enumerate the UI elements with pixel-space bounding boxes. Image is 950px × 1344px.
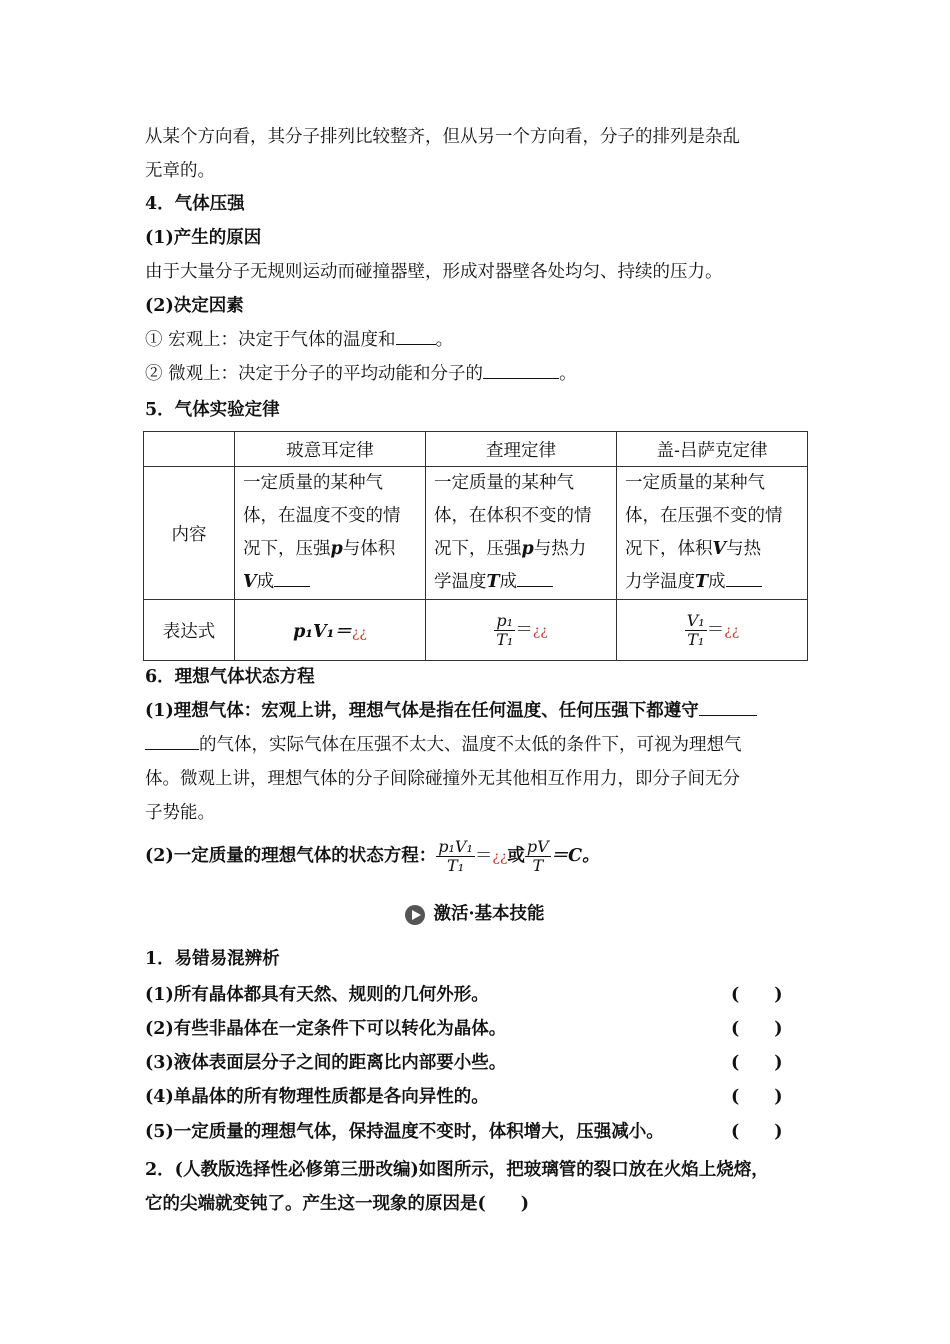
table-header-boyle: 玻意耳定律	[235, 432, 426, 467]
question-2-line-2: 它的尖端就变钝了。产生这一现象的原因是( )	[145, 1194, 530, 1214]
play-icon	[405, 905, 425, 925]
table-header-charles: 查理定律	[426, 432, 617, 467]
macro-factor	[145, 323, 810, 357]
ideal-gas-def-line-2: 的气体，实际气体在压强不太大、温度不太低的条件下，可视为理想气	[145, 728, 810, 762]
row-label-expression: 表达式	[144, 600, 235, 661]
table-header-empty	[144, 432, 235, 467]
gas-laws-table	[143, 431, 808, 661]
cause-title: (1)产生的原因	[145, 228, 262, 248]
answer-paren[interactable]: ( )	[731, 1087, 783, 1107]
table-header-gay-lussac: 盖-吕萨克定律	[617, 432, 808, 467]
end-mark: 。	[559, 364, 577, 384]
gay-lussac-expression: $\frac{\text{V₁}}{\text{T₁}}$ ＝¿¿	[617, 600, 808, 661]
answer-paren[interactable]: ( )	[731, 1053, 783, 1073]
charles-content: 一定质量的某种气 体，在体积不变的情 况下，压强p与热力 学温度T成	[426, 467, 617, 600]
micro-text: ② 微观上：决定于分子的平均动能和分子的	[145, 364, 484, 384]
row-label-content: 内容	[144, 467, 235, 600]
section-heading-ideal-gas: 6．理想气体状态方程	[145, 667, 315, 687]
fill-blank	[274, 568, 310, 587]
micro-factor	[145, 357, 810, 391]
fill-blank	[699, 697, 757, 716]
gay-lussac-content: 一定质量的某种气 体，在压强不变的情 况下，体积V与热 力学温度T成	[617, 467, 808, 600]
factors-title: (2)决定因素	[145, 296, 244, 316]
boyle-content: 一定质量的某种气 体，在温度不变的情 况下，压强p与体积 V成	[235, 467, 426, 600]
ideal-gas-def-line-3: 体。微观上讲，理想气体的分子间除碰撞外无其他相互作用力，即分子间无分	[145, 769, 740, 789]
answer-paren[interactable]: ( )	[731, 1019, 783, 1039]
ideal-gas-def-line-4: 子势能。	[145, 803, 215, 823]
section-heading-gas-pressure: 4．气体压强	[145, 194, 245, 214]
quiz-item: (3)液体表面层分子之间的距离比内部要小些。	[145, 1053, 507, 1073]
quiz-item: (1)所有晶体都具有天然、规则的几何外形。	[145, 985, 489, 1005]
section-banner	[0, 900, 950, 928]
macro-text: ① 宏观上：决定于气体的温度和	[145, 330, 396, 350]
cause-text: 由于大量分子无规则运动而碰撞器壁，形成对器壁各处均匀、持续的压力。	[145, 262, 723, 282]
section-title: 激活·基本技能	[433, 904, 545, 924]
fill-blank	[145, 731, 199, 750]
quiz-heading: 1．易错易混辨析	[145, 949, 280, 969]
answer-paren[interactable]: ( )	[731, 1122, 783, 1142]
ideal-gas-def-line-1: (1)理想气体：宏观上讲，理想气体是指在任何温度、任何压强下都遵守	[145, 694, 810, 728]
intro-line-1: 从某个方向看，其分子排列比较整齐，但从另一个方向看，分子的排列是杂乱	[145, 127, 740, 147]
answer-paren[interactable]: ( )	[731, 985, 783, 1005]
fill-blank	[517, 568, 553, 587]
section-heading-gas-laws: 5．气体实验定律	[145, 400, 280, 420]
question-2-line-1: 2．(人教版选择性必修第三册改编)如图所示，把玻璃管的裂口放在火焰上烧熔，	[145, 1160, 769, 1180]
quiz-item: (2)有些非晶体在一定条件下可以转化为晶体。	[145, 1019, 507, 1039]
fill-blank	[726, 568, 762, 587]
quiz-item: (4)单晶体的所有物理性质都是各向异性的。	[145, 1087, 489, 1107]
intro-line-2: 无章的。	[145, 161, 215, 181]
fill-blank	[483, 360, 559, 379]
state-equation: (2)一定质量的理想气体的状态方程： $\frac{\text{p₁V₁}}{\text{T₁}}$ ＝¿¿或 $\frac{pV}{T}$ ＝C。	[145, 837, 600, 875]
fill-blank	[396, 326, 436, 345]
boyle-expression: p₁V₁＝¿¿	[235, 600, 426, 661]
end-mark: 。	[435, 330, 454, 350]
quiz-item: (5)一定质量的理想气体，保持温度不变时，体积增大，压强减小。	[145, 1122, 664, 1142]
charles-expression: $\frac{\text{p₁}}{\text{T₁}}$ ＝¿¿	[426, 600, 617, 661]
